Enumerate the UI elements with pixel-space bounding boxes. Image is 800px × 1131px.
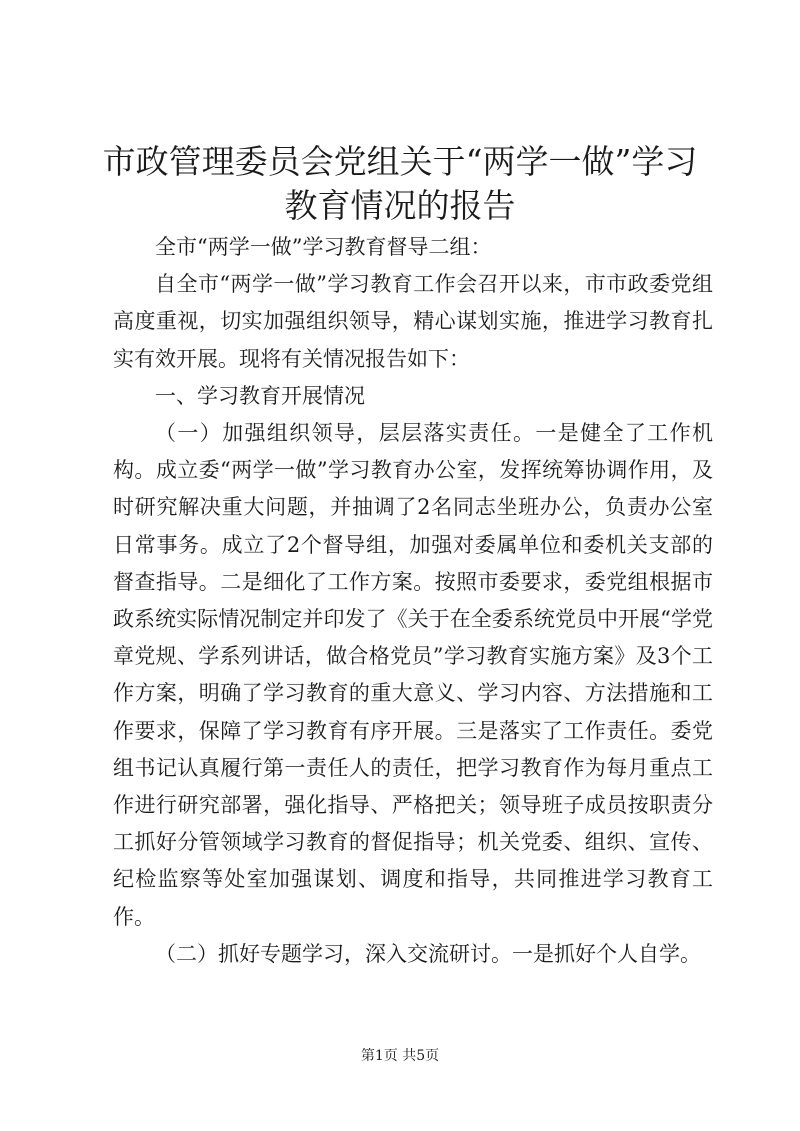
document-body (113, 229, 713, 973)
page-footer: 第1页 共5页 (360, 1048, 440, 1064)
section-heading: 一、学习教育开展情况 (155, 383, 365, 408)
body-paragraph: （一）加强组织领导，层层落实责任。一是健全了工作机构。成立委“两学一做”学习教育办公室，发挥统筹协调作用，及时研究解决重大问题，并抽调了2名同志坐班办公，负责办公室日常事务。成立了2个督导组，加强对委属单位和委机关支部的督查指导。二是细化了工作方案。按照市委要求，委党组根据市政系统实际情况制定并印发了《关于在全委系统党员中开展“学党章党规、学系列讲话，做合格党员”学习教育实施方案》及3个工作方案，明确了学习教育的重大意义、学习内容、方法措施和工作要求，保障了学习教育有序开展。三是落实了工作责任。委党组书记认真履行第一责任人的责任，把学习教育作为每月重点工作进行研究部署，强化指导、严格把关；领导班子成员按职责分工抓好分管领域学习教育的督促指导；机关党委、组织、宣传、纪检监察等处室加强谋划、调度和指导，共同推进学习教育工作。 (113, 421, 713, 929)
body-paragraph: （二）抓好专题学习，深入交流研讨。一是抓好个人自学。 (155, 941, 701, 966)
salutation-paragraph: 全市“两学一做”学习教育督导二组： (155, 235, 492, 259)
document-title: 市政管理委员会党组关于“两学一做”学习教育情况的报告 (102, 142, 698, 225)
intro-paragraph: 自全市“两学一做”学习教育工作会召开以来，市市政委党组高度重视，切实加强组织领导，精心谋划实施，推进学习教育扎实有效开展。现将有关情况报告如下： (113, 272, 713, 371)
